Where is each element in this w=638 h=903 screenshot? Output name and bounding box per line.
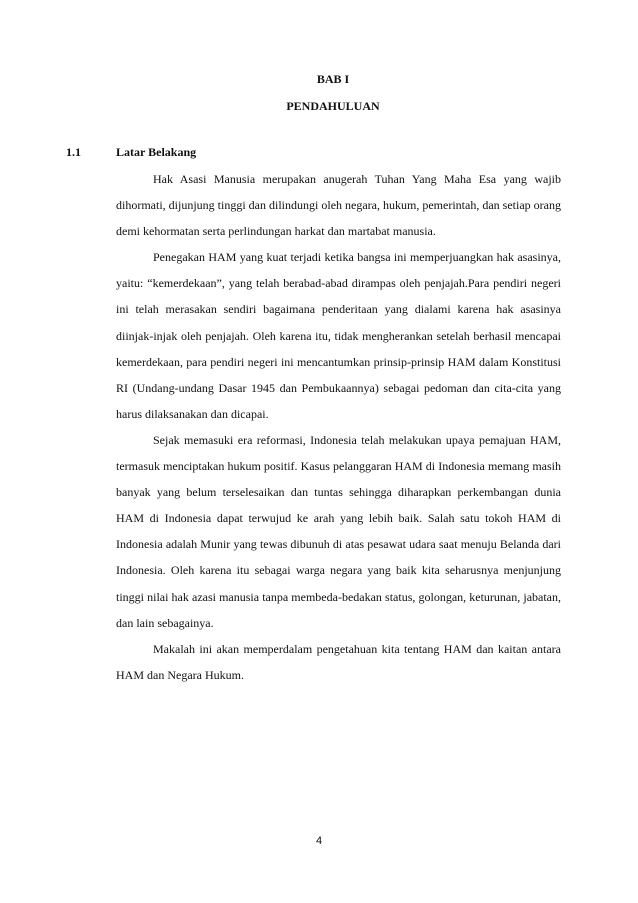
chapter-title: PENDAHULUAN — [286, 99, 380, 113]
body-text — [116, 166, 561, 688]
section-title: Latar Belakang — [116, 145, 197, 159]
page-number: 4 — [315, 835, 323, 847]
paragraph: Penegakan HAM yang kuat terjadi ketika bangsa ini memperjuangkan hak asasinya, yaitu: “kemerdekaan”, yang telah berabad-abad dirampas oleh penjajah.Para pendiri negeri ini telah merasakan sendiri bagaimana penderitaan yang dialami karena hak asasinya diinjak-injak oleh penjajah. Oleh karena itu, tidak mengherankan setelah berhasil mencapai kemerdekaan, para pendiri negeri ini mencantumkan prinsip-prinsip HAM dalam Konstitusi RI (Undang-undang Dasar 1945 dan Pembukaannya) sebagai pedoman dan cita-cita yang harus dilaksanakan dan dicapai. — [116, 250, 561, 421]
chapter-number: BAB I — [316, 72, 350, 86]
paragraph: Hak Asasi Manusia merupakan anugerah Tuhan Yang Maha Esa yang wajib dihormati, dijunjung tinggi dan dilindungi oleh negara, hukum, pemerintah, dan setiap orang demi kehormatan serta perlindungan harkat dan martabat manusia. — [116, 172, 561, 239]
paragraph: Sejak memasuki era reformasi, Indonesia telah melakukan upaya pemajuan HAM, termasuk menciptakan hukum positif. Kasus pelanggaran HAM di Indonesia memang masih banyak yang belum terselesaikan dan tuntas sehingga diharapkan perkembangan dunia HAM di Indonesia dapat terwujud ke arah yang lebih baik. Salah satu tokoh HAM di Indonesia adalah Munir yang tewas dibunuh di atas pesawat udara saat menuju Belanda dari Indonesia. Oleh karena itu sebagai warga negara yang baik kita seharusnya menjunjung tinggi nilai hak azasi manusia tanpa membeda-bedakan status, golongan, keturunan, jabatan, dan lain sebagainya. — [116, 432, 561, 630]
section-number: 1.1 — [66, 145, 81, 159]
paragraph: Makalah ini akan memperdalam pengetahuan kita tentang HAM dan kaitan antara HAM dan Negara Hukum. — [116, 641, 561, 682]
